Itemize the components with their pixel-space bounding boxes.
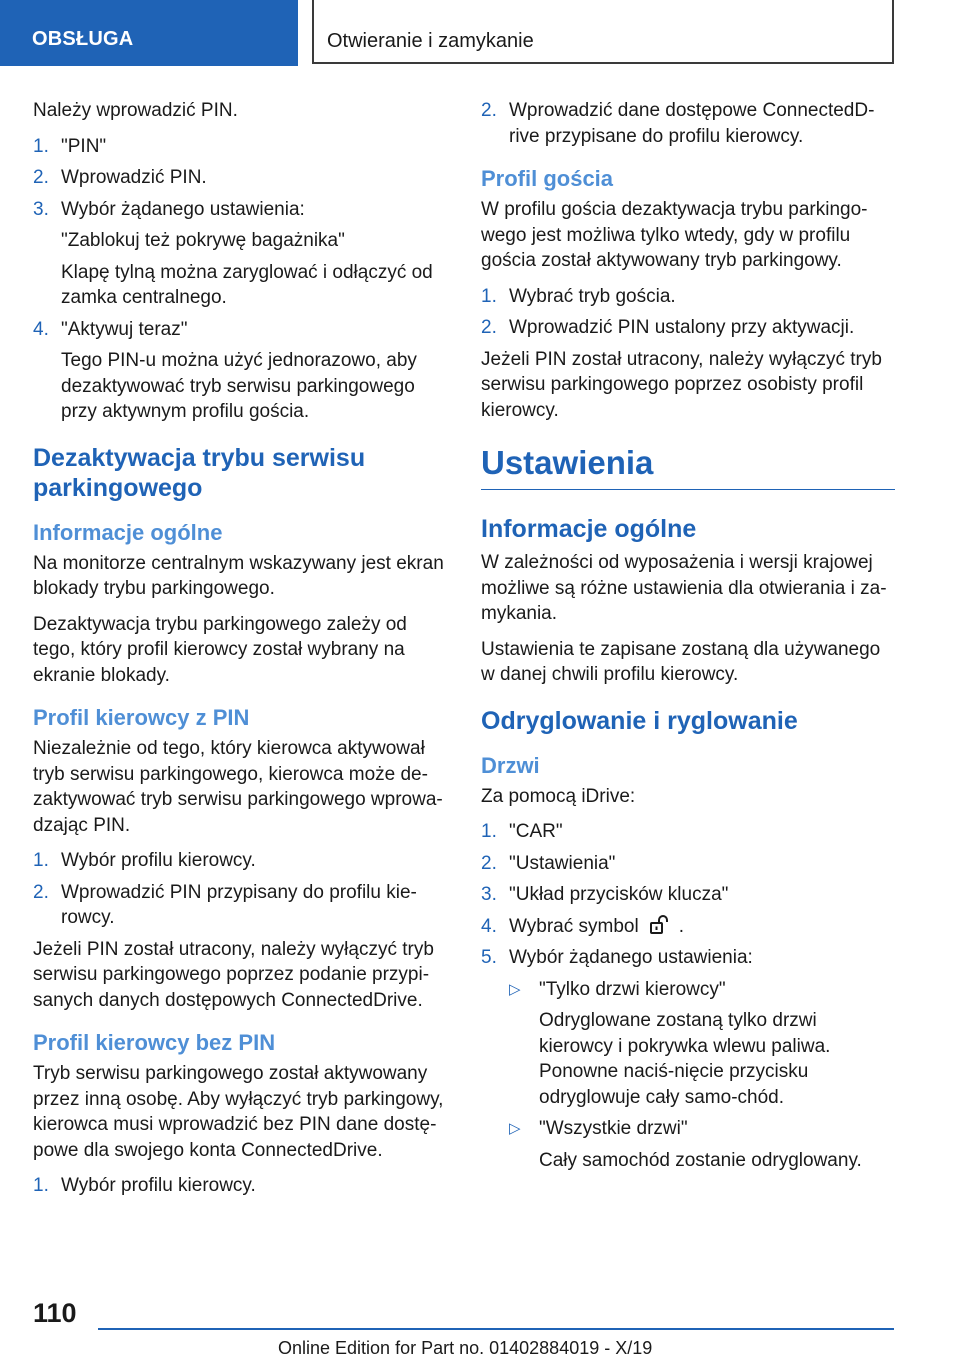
left-column — [33, 98, 447, 1205]
list-number: 3. — [33, 198, 49, 220]
list-item — [481, 914, 895, 940]
list-item — [481, 819, 895, 845]
paragraph: Jeżeli PIN został utracony, należy wyłączyć tryb serwisu parkingowego poprzez osobisty profil kierowcy. — [481, 348, 882, 421]
bullet-subtext: Odryglowane zostaną tylko drzwi kierowcy i pokrywka wlewu paliwa. Ponowne naciś-nięcie przycisku odryglowuje cały samo-chód. — [539, 1010, 831, 1108]
list-number: 1. — [33, 135, 49, 157]
list-number: 4. — [481, 915, 497, 937]
list-number: 1. — [33, 1175, 49, 1196]
list-item — [33, 197, 447, 311]
list-number: 2. — [33, 167, 49, 188]
list-text: Wybór profilu kierowcy. — [61, 850, 256, 871]
list-number: 1. — [481, 285, 497, 307]
bullet-text: "Wszystkie drzwi" — [539, 1118, 688, 1139]
list-item — [481, 98, 895, 149]
list-text: "PIN" — [61, 135, 107, 157]
paragraph: Ustawienia te zapisane zostaną dla używanego w danej chwili profilu kierowcy. — [481, 638, 881, 685]
subsection-heading: Informacje ogólne — [33, 519, 223, 545]
list-item — [481, 315, 895, 341]
unlock-icon — [649, 915, 671, 935]
list-text: Wprowadzić dane dostępowe ConnectedD-rive przypisane do profilu kierowcy. — [509, 100, 875, 147]
bullet-item — [509, 977, 895, 1111]
chapter-tab — [312, 0, 894, 64]
list-item — [33, 1173, 447, 1199]
right-column — [481, 98, 895, 1179]
paragraph: Za pomocą iDrive: — [481, 785, 636, 807]
list-item — [481, 851, 895, 877]
list-item — [33, 165, 447, 191]
list-text: "Aktywuj teraz" — [61, 318, 188, 340]
list-number: 2. — [481, 317, 497, 338]
list-subtext: "Zablokuj też pokrywę bagażnika" — [61, 230, 345, 251]
list-item — [33, 134, 447, 160]
list-subtext: Klapę tylną można zaryglować i odłączyć od zamka centralnego. — [61, 261, 433, 308]
paragraph: Niezależnie od tego, który kierowca aktywował tryb serwisu parkingowego, kierowca może de-zaktywować tryb serwisu parkingowego wprowa-dzając PIN. — [33, 738, 443, 836]
list-text: "Układ przycisków klucza" — [509, 884, 729, 905]
chapter-title: Otwieranie i zamykanie — [327, 30, 534, 52]
list-item — [481, 284, 895, 310]
bullet-text: "Tylko drzwi kierowcy" — [539, 978, 726, 1000]
paragraph: Dezaktywacja trybu parkingowego zależy od tego, który profil kierowcy został wybrany na ekranie blokady. — [33, 613, 407, 686]
list-number: 5. — [481, 947, 497, 968]
section-heading: Dezaktywacja trybu serwisu parkingowego — [33, 443, 366, 502]
paragraph: W zależności od wyposażenia i wersji krajowej możliwe są różne ustawienia dla otwierania i za-mykania. — [481, 552, 887, 624]
list-number: 3. — [481, 884, 497, 905]
section-heading: Informacje ogólne — [481, 515, 697, 543]
list-text-suffix: . — [678, 915, 684, 937]
subsection-heading: Profil gościa — [481, 166, 614, 191]
list-item — [33, 317, 447, 425]
list-item — [33, 880, 447, 931]
list-text: Wprowadzić PIN ustalony przy aktywacji. — [509, 317, 855, 338]
list-text: "CAR" — [509, 821, 563, 842]
bullet-subtext: Cały samochód zostanie odryglowany. — [539, 1149, 862, 1171]
triangle-bullet-icon: ▷ — [509, 1120, 521, 1137]
paragraph: Na monitorze centralnym wskazywany jest ekran blokady trybu parkingowego. — [33, 552, 444, 599]
chapter-heading: Ustawienia — [481, 443, 895, 490]
list-number: 2. — [33, 881, 49, 903]
section-title: OBSŁUGA — [32, 28, 134, 50]
list-number: 1. — [481, 821, 497, 842]
paragraph: Jeżeli PIN został utracony, należy wyłączyć tryb serwisu parkingowego poprzez podanie przypi-sanych danych dostępowych ConnectedDrive. — [33, 938, 434, 1011]
page-number: 110 — [33, 1298, 77, 1328]
paragraph: Tryb serwisu parkingowego został aktywowany przez inną osobę. Aby wyłączyć tryb parkingowy, kierowca musi wprowadzić bez PIN dane dostę-powe dla swojego konta ConnectedDrive. — [33, 1063, 444, 1161]
subsection-heading: Profil kierowcy z PIN — [33, 705, 250, 730]
list-item — [481, 945, 895, 971]
list-text: Wybrać symbol — [509, 915, 639, 937]
list-number: 1. — [33, 850, 49, 871]
list-number: 2. — [481, 852, 497, 874]
section-tab — [0, 0, 298, 66]
bullet-item — [509, 1116, 895, 1173]
list-text: "Ustawienia" — [509, 852, 616, 874]
list-item — [33, 848, 447, 874]
list-text: Wybór profilu kierowcy. — [61, 1175, 256, 1196]
list-number: 4. — [33, 318, 49, 340]
list-text: Wybór żądanego ustawienia: — [61, 198, 305, 220]
triangle-bullet-icon: ▷ — [509, 980, 521, 998]
list-text: Wprowadzić PIN przypisany do profilu kie-rowcy. — [61, 881, 417, 928]
list-text: Wybrać tryb gościa. — [509, 285, 676, 307]
footer-divider — [98, 1328, 894, 1330]
footer-edition: Online Edition for Part no. 01402884019 - X/19 — [278, 1338, 653, 1358]
list-text: Wybór żądanego ustawienia: — [509, 947, 753, 968]
section-heading: Odryglowanie i ryglowanie — [481, 706, 798, 735]
subsection-heading: Drzwi — [481, 752, 540, 778]
paragraph: W profilu gościa dezaktywacja trybu parkingo-wego jest możliwa tylko wtedy, gdy w profilu gościa został aktywowany tryb parkingowy. — [481, 199, 868, 271]
subsection-heading: Profil kierowcy bez PIN — [33, 1030, 276, 1055]
list-number: 2. — [481, 100, 497, 121]
list-subtext: Tego PIN-u można użyć jednorazowo, aby dezaktywować tryb serwisu parkingowego przy aktywnym profilu gościa. — [61, 350, 417, 422]
list-item — [481, 882, 895, 908]
list-text: Wprowadzić PIN. — [61, 167, 207, 188]
paragraph: Należy wprowadzić PIN. — [33, 100, 238, 121]
